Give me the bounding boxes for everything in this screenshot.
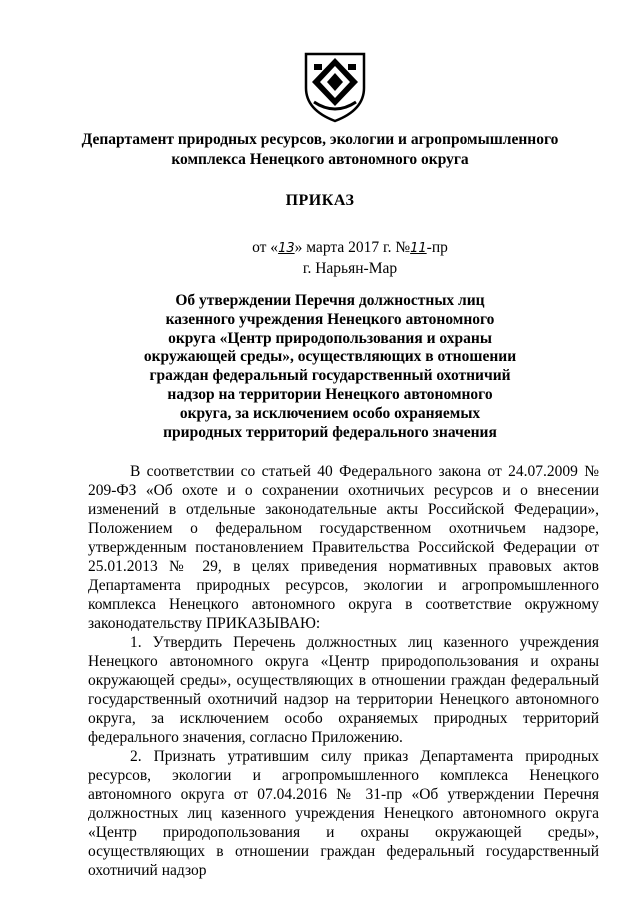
coat-of-arms-icon <box>300 44 370 124</box>
organization-name <box>60 130 580 170</box>
date-day: 13 <box>278 241 295 256</box>
subject-line: граждан федеральный государственный охотничий <box>149 367 511 385</box>
date-suffix: » марта 2017 г. № <box>294 239 411 256</box>
org-line-2: комплекса Ненецкого автономного округа <box>171 151 469 168</box>
subject-line: Об утверждении Перечня должностных лиц <box>175 292 485 309</box>
item-1-paragraph: 1. Утвердить Перечень должностных лиц казенного учреждения Ненецкого автономного округа «Центр природопользования и охраны окружающей среды», осуществляющих в отношении граждан федеральный государственный охотничий надзор на территории Ненецкого автономного округа, за исключением особо охраняемых природных территорий федерального значения, согласно Приложению. <box>88 634 599 746</box>
order-subject <box>120 292 540 442</box>
preamble-paragraph: В соответствии со статьей 40 Федерального закона от 24.07.2009 № 209-ФЗ «Об охоте и о сохранении охотничьих ресурсов и о внесении изменений в отдельные законодательные акты Российской Федерации», Положением о федеральном государственном охотничьем надзоре, утвержденным постановлением Правительства Российской Федерации от 25.01.2013 № 29, в целях приведения нормативных правовых актов Департамента природных ресурсов, экологии и агропромышленного комплекса Ненецкого автономного округа в соответствие окружному законодательству ПРИКАЗЫВАЮ: <box>88 463 599 632</box>
document-type: ПРИКАЗ <box>285 192 355 209</box>
item-2-paragraph: 2. Признать утратившим силу приказ Департамента природных ресурсов, экологии и агропромышленного комплекса Ненецкого автономного округа от 07.04.2016 № 31-пр «Об утверждении Перечня должностных лиц казенного учреждения Ненецкого автономного округа «Центр природопользования и охраны окружающей среды», осуществляющих в отношении граждан федеральный государственный охотничий надзор <box>88 748 599 879</box>
subject-line: надзор на территории Ненецкого автономного <box>167 385 493 403</box>
number-suffix: -пр <box>426 239 448 256</box>
date-number-line <box>190 238 510 279</box>
date-prefix: от « <box>252 239 279 256</box>
subject-line: округа, за исключением особо охраняемых <box>179 404 481 422</box>
doc-number: 11 <box>410 241 427 256</box>
org-line-1: Департамент природных ресурсов, экологии и агропромышленного <box>81 131 559 148</box>
place: г. Нарьян-Мар <box>302 260 398 277</box>
subject-line: окружающей среды», осуществляющих в отношении <box>143 348 517 366</box>
subject-line: округа «Центр природопользования и охраны <box>168 329 492 347</box>
subject-line: природных территорий федерального значения <box>163 423 497 441</box>
subject-line: казенного учреждения Ненецкого автономного <box>165 310 495 328</box>
order-body <box>88 462 599 880</box>
date-and-number <box>190 238 510 259</box>
